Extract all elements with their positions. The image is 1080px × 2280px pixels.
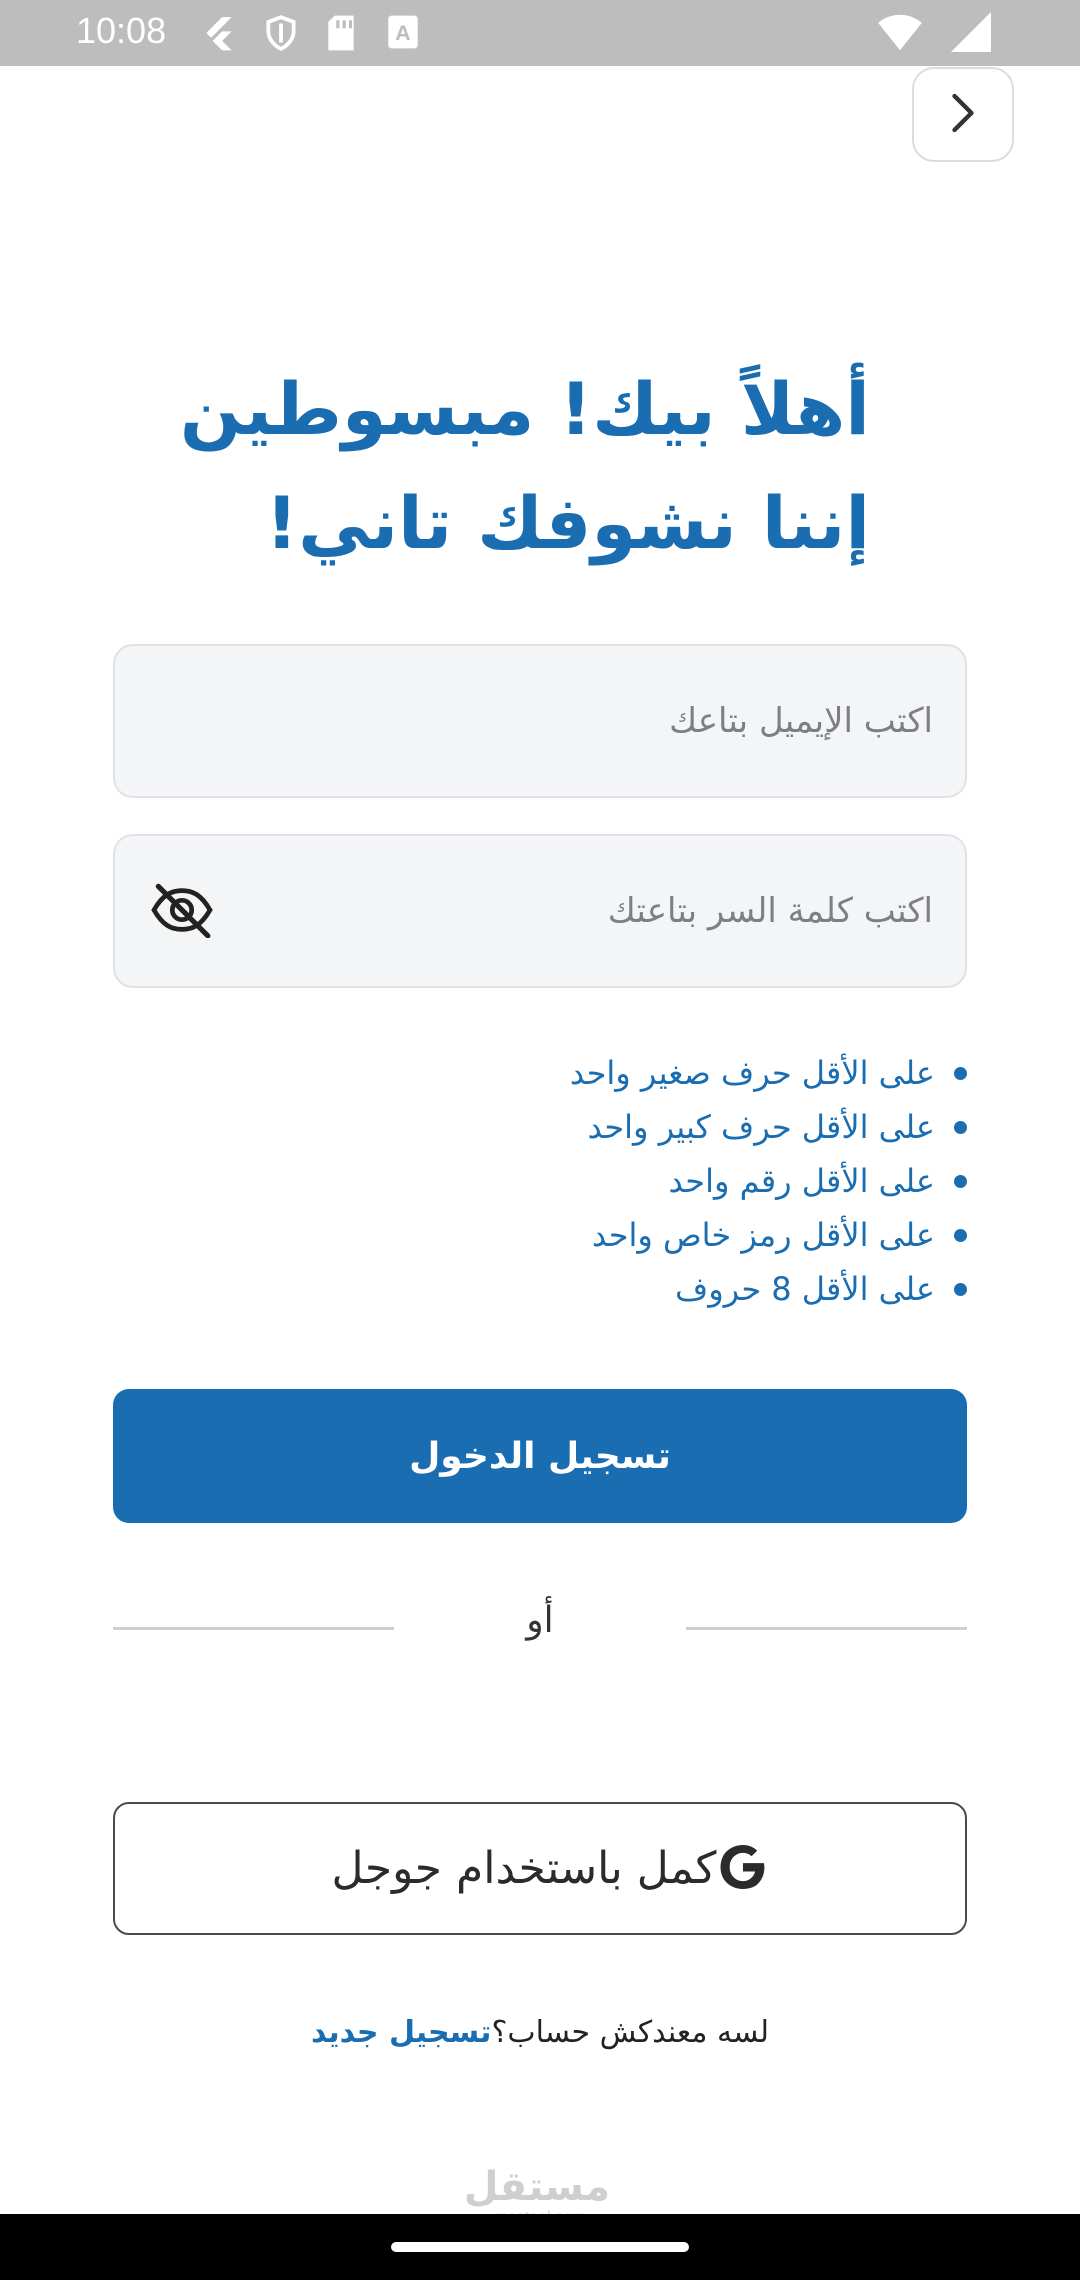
bullet-dot	[954, 1283, 967, 1296]
signal-icon	[950, 12, 992, 56]
svg-text:A: A	[395, 21, 411, 46]
back-button[interactable]	[912, 67, 1014, 162]
signup-row	[0, 2015, 1080, 2050]
password-rules-list	[267, 1046, 967, 1316]
welcome-line-1: أهلاً بيك! مبسوطين	[179, 367, 870, 451]
eye-off-icon	[149, 882, 215, 942]
password-input[interactable]	[293, 836, 933, 986]
bullet-dot	[954, 1175, 967, 1188]
status-time: 10:08	[76, 10, 167, 51]
status-bar	[0, 0, 1080, 66]
password-rule: على الأقل رمز خاص واحد	[267, 1208, 967, 1262]
email-field[interactable]	[113, 644, 967, 798]
login-button[interactable]: تسجيل الدخول	[113, 1389, 967, 1523]
sd-card-icon	[324, 14, 358, 56]
chevron-right-icon	[946, 91, 980, 139]
google-button-label: كمل باستخدام جوجل	[331, 1843, 717, 1894]
flutter-icon	[200, 14, 238, 56]
password-rule: على الأقل حرف صغير واحد	[267, 1046, 967, 1100]
google-icon	[716, 1840, 770, 1898]
watermark-logo: مستقل	[463, 2164, 610, 2210]
bullet-dot	[954, 1229, 967, 1242]
divider-or-text: أو	[526, 1600, 554, 1641]
password-rule: على الأقل رقم واحد	[267, 1154, 967, 1208]
navigation-bar	[0, 2214, 1080, 2280]
bullet-dot	[954, 1121, 967, 1134]
signup-link[interactable]: تسجيل جديد	[311, 2015, 492, 2050]
password-rule: على الأقل حرف كبير واحد	[267, 1100, 967, 1154]
email-input[interactable]	[193, 646, 933, 796]
shield-icon	[262, 14, 300, 56]
divider-line-left	[113, 1627, 394, 1630]
a-icon	[386, 14, 420, 54]
password-visibility-toggle[interactable]	[147, 881, 217, 943]
home-gesture-handle[interactable]	[391, 2242, 689, 2252]
wifi-icon	[878, 12, 922, 56]
welcome-line-2: إننا نشوفك تاني!	[265, 481, 870, 565]
bullet-dot	[954, 1067, 967, 1080]
divider-line-right	[686, 1627, 967, 1630]
signup-prompt: لسه معندكش حساب؟	[491, 2015, 769, 2050]
password-field[interactable]	[113, 834, 967, 988]
welcome-title	[120, 352, 870, 580]
password-rule: على الأقل 8 حروف	[267, 1262, 967, 1316]
google-signin-button[interactable]	[113, 1802, 967, 1935]
